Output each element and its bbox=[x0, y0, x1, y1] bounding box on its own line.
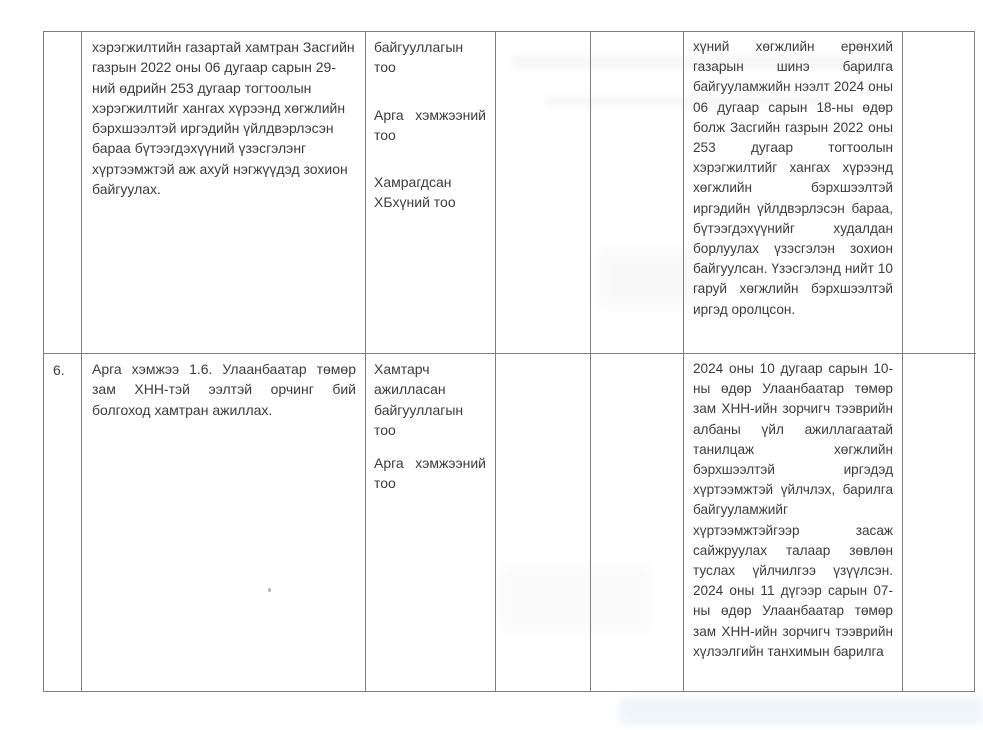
result-cell bbox=[684, 354, 903, 691]
result-cell bbox=[684, 32, 903, 354]
empty-cell bbox=[496, 354, 591, 691]
activity-text: Арга хэмжээ 1.6. Улаанбаатар төмөр зам ХНН-тэй ээлтэй орчинг бий болгоход хамтран ажиллах. bbox=[92, 361, 356, 418]
row-number-cell bbox=[44, 32, 82, 354]
empty-cell bbox=[903, 32, 976, 354]
indicator-item: Хамрагдсан ХБхүний тоо bbox=[374, 174, 456, 211]
indicator-cell bbox=[366, 32, 496, 354]
empty-cell bbox=[591, 32, 684, 354]
row-number-cell bbox=[44, 354, 82, 691]
report-table bbox=[43, 31, 975, 692]
empty-cell bbox=[591, 354, 684, 691]
indicator-item: Хамтарч ажилласан байгууллагын тоо bbox=[374, 361, 464, 438]
empty-cell bbox=[496, 32, 591, 354]
activity-text: хэрэгжилтийн газартай хамтран Засгийн газрын 2022 оны 06 дугаар сарын 29-ний өдрийн 253 дугаар тогтоолын хэрэгжилтийг хангах хүрээнд хөгжлийн бэрхшээлтэй иргэдийн үйлдвэрлэсэн бараа бүтээгдэхүүний үзэсгэлэнг хүртээмжтэй аж ахуй нэгжүүдэд зохион байгуулах. bbox=[92, 39, 355, 198]
activity-cell bbox=[82, 354, 366, 691]
result-text: хүний хөгжлийн ерөнхий газарын шинэ барилга байгууламжийн нээлт 2024 оны 06 дугаар сарын 18-ны өдөр болж Засгийн газрын 2022 оны 253 дугаар тогтоолын хэрэгжилтийг хангах хүрээнд хөгжлийн бэрхшээлтэй иргэдийн үйлдвэрлэсэн бараа, бүтээгдэхүүнийг худалдан борлуулах үзэсгэлэн зохион байгуулсан. Үзэсгэлэнд нийт 10 гаруй хөгжлийн бэрхшээлтэй иргэд оролцсон. bbox=[693, 39, 893, 317]
indicator-item: байгууллагын тоо bbox=[374, 39, 464, 76]
scan-edge-artifact bbox=[620, 698, 983, 724]
empty-cell bbox=[903, 354, 976, 691]
row-number: 6. bbox=[53, 362, 65, 378]
result-text: 2024 оны 10 дугаар сарын 10-ны өдөр Улаанбаатар төмөр зам ХНН-ийн зорчигч тээврийн албаны үйл ажиллагаатай танилцаж хөгжлийн бэрхшээлтэй иргэдэд хүртээмжтэй үйлчлэх, барилга байгууламжийг хүртээмжтэйгээр засаж сайжруулах талаар зөвлөн туслах үйлчилгээ үзүүлсэн. 2024 оны 11 дүгээр сарын 07-ны өдөр Улаанбаатар төмөр зам ХНН-ийн зорчигч тээврийн хүлээлгийн танхимын барилга bbox=[693, 361, 893, 659]
activity-cell bbox=[82, 32, 366, 354]
indicator-cell bbox=[366, 354, 496, 691]
indicator-item: Арга хэмжээний тоо bbox=[374, 106, 486, 143]
indicator-item: Арга хэмжээний тоо bbox=[374, 455, 486, 492]
